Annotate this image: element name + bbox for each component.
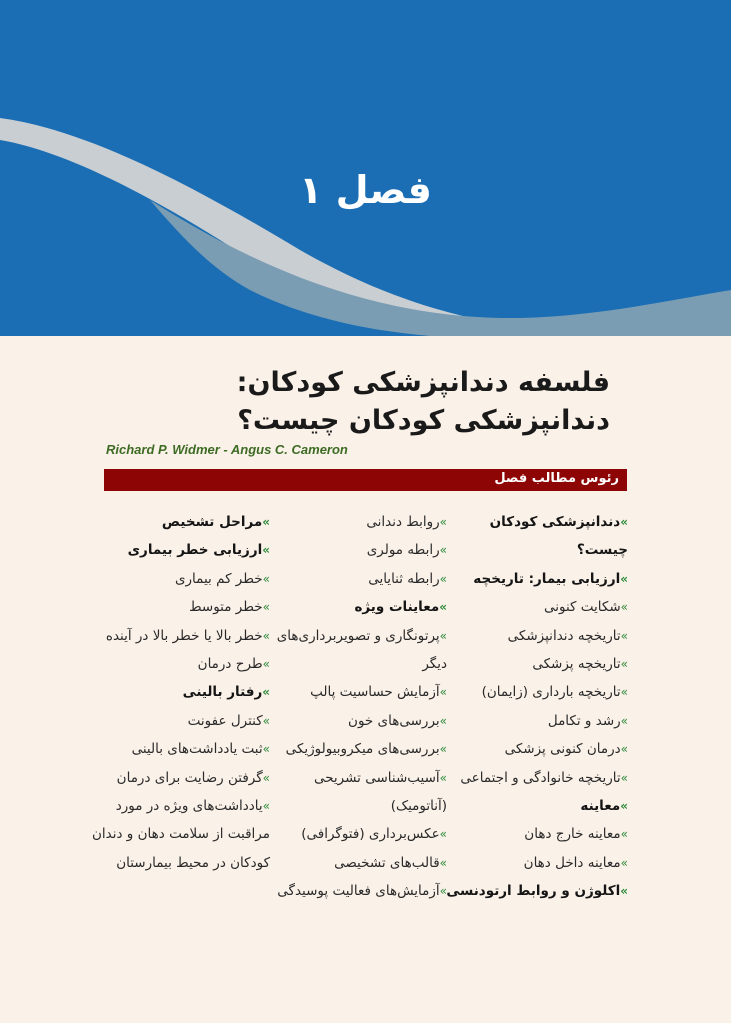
bullet-marker-icon: » <box>439 515 447 529</box>
outline-item-text: خطر بالا یا خطر بالا در آینده <box>105 627 263 644</box>
outline-item <box>90 707 270 735</box>
outline-item-text: کنترل عفونت <box>187 712 263 729</box>
bullet-marker-icon: » <box>439 600 447 615</box>
bullet-marker-icon: » <box>620 515 628 529</box>
outline-item-text: چیست؟ <box>576 542 628 559</box>
outline-item <box>90 536 270 564</box>
outline-item-text: اکلوژن و روابط ارتودنسی <box>446 883 621 900</box>
bullet-marker-icon: » <box>620 827 628 842</box>
outline-column-2 <box>277 508 447 905</box>
outline-item <box>90 650 270 678</box>
outline-item <box>458 565 628 593</box>
bullet-marker-icon: » <box>620 884 628 899</box>
outline-item <box>90 735 270 763</box>
outline-item <box>277 820 447 848</box>
bullet-marker-icon: » <box>439 628 447 643</box>
outline-item <box>90 622 270 650</box>
section-heading: رئوس مطالب فصل <box>494 471 619 486</box>
outline-item-text: تاریخچه بارداری (زایمان) <box>481 684 621 701</box>
outline-item-text: طرح درمان <box>197 655 263 672</box>
outline-item-text: (آناتومیک) <box>390 797 447 814</box>
outline-item-text: معاینه داخل دهان <box>523 854 621 871</box>
bullet-marker-icon: » <box>262 571 270 586</box>
outline-item-text: بررسی‌های خون <box>348 712 440 729</box>
bullet-marker-icon: » <box>620 742 628 757</box>
outline-item-text: آزمایش‌های فعالیت پوسیدگی <box>277 883 440 900</box>
outline-item <box>458 820 628 848</box>
outline-item-text: آسیب‌شناسی تشریحی <box>313 769 440 786</box>
outline-item-text: یادداشت‌های ویژه در مورد <box>115 797 263 814</box>
outline-item <box>277 678 447 706</box>
outline-item-text: آزمایش حساسیت پالپ <box>310 684 440 701</box>
outline-item-text: دیگر <box>422 655 447 672</box>
outline-item-text: ثبت یادداشت‌های بالینی <box>131 741 263 758</box>
bullet-marker-icon: » <box>620 571 628 586</box>
bullet-marker-icon: » <box>262 713 270 728</box>
outline-item-text: ارزیابی بیمار: تاریخچه <box>473 570 621 587</box>
bullet-marker-icon: » <box>262 685 270 700</box>
outline-item-text: گرفتن رضایت برای درمان <box>116 769 263 786</box>
outline-item <box>458 536 628 564</box>
outline-item-text: مراقبت از سلامت دهان و دندان <box>92 826 270 843</box>
section-heading-bar <box>104 469 627 491</box>
bullet-marker-icon: » <box>439 713 447 728</box>
outline-item <box>90 593 270 621</box>
outline-item-text: روابط دندانی <box>366 514 440 530</box>
outline-item-text: رشد و تکامل <box>547 712 621 729</box>
outline-item <box>90 565 270 593</box>
outline-item <box>277 735 447 763</box>
outline-item-text: شکایت کنونی <box>543 599 621 616</box>
outline-item <box>458 735 628 763</box>
bullet-marker-icon: » <box>262 742 270 757</box>
bullet-marker-icon: » <box>439 543 447 558</box>
outline-item <box>458 650 628 678</box>
bullet-marker-icon: » <box>620 600 628 615</box>
outline-item <box>277 764 447 792</box>
outline-item-text: معاینه <box>580 797 621 814</box>
bullet-marker-icon: » <box>439 770 447 785</box>
outline-item-text: معاینه خارج دهان <box>524 826 621 843</box>
bullet-marker-icon: » <box>620 656 628 671</box>
outline-item <box>277 565 447 593</box>
outline-item <box>458 707 628 735</box>
bullet-marker-icon: » <box>439 571 447 586</box>
outline-item <box>277 622 447 650</box>
bullet-marker-icon: » <box>620 685 628 700</box>
outline-item-text: درمان کنونی پزشکی <box>504 741 621 758</box>
outline-item <box>90 849 270 877</box>
outline-item-text: پرتونگاری و تصویربرداری‌های <box>276 627 440 644</box>
outline-item <box>277 536 447 564</box>
outline-item <box>458 622 628 650</box>
outline-item-text: تاریخچه خانوادگی و اجتماعی <box>460 769 621 786</box>
outline-item <box>446 877 628 905</box>
outline-item-text: رابطه ثنایایی <box>368 570 440 587</box>
outline-item-text: تاریخچه دندانپزشکی <box>507 627 621 644</box>
outline-item <box>90 820 270 848</box>
outline-item <box>277 877 447 905</box>
bullet-marker-icon: » <box>262 600 270 615</box>
outline-item <box>90 508 270 536</box>
outline-item-text: مراحل تشخیص <box>161 514 263 530</box>
authors: Richard P. Widmer - Angus C. Cameron <box>106 442 348 457</box>
outline-item-text: عکس‌برداری (فتوگرافی) <box>301 826 440 843</box>
bullet-marker-icon: » <box>262 798 270 813</box>
outline-item <box>277 650 447 678</box>
bullet-marker-icon: » <box>439 855 447 870</box>
outline-item-text: بررسی‌های میکروبیولوژیکی <box>285 741 440 758</box>
bullet-marker-icon: » <box>262 770 270 785</box>
outline-item <box>458 849 628 877</box>
outline-item <box>90 678 270 706</box>
bullet-marker-icon: » <box>620 713 628 728</box>
bullet-marker-icon: » <box>439 742 447 757</box>
bullet-marker-icon: » <box>262 543 270 558</box>
content-area <box>0 336 731 1023</box>
outline-item-text: قالب‌های تشخیصی <box>334 854 440 871</box>
bullet-marker-icon: » <box>620 770 628 785</box>
outline-item-text: تاریخچه پزشکی <box>532 655 621 672</box>
bullet-marker-icon: » <box>439 827 447 842</box>
outline-item-text: خطر کم بیماری <box>174 570 263 587</box>
outline-item <box>277 707 447 735</box>
outline-item <box>90 792 270 820</box>
outline-item-text: رفتار بالینی <box>182 684 263 701</box>
bullet-marker-icon: » <box>620 628 628 643</box>
outline-item-text: دندانپزشکی کودکان <box>489 514 621 530</box>
outline-item <box>277 792 447 820</box>
outline-item-text: کودکان در محیط بیمارستان <box>116 854 270 871</box>
page-title: فلسفه دندانپزشکی کودکان: دندانپزشکی کودکان چیست؟ <box>236 367 610 436</box>
outline-item <box>90 764 270 792</box>
outline-item <box>458 678 628 706</box>
outline-item-text: معاینات ویژه <box>354 599 440 616</box>
outline-item <box>458 764 628 792</box>
bullet-marker-icon: » <box>262 515 270 529</box>
outline-item-text: خطر متوسط <box>189 599 263 616</box>
outline-item-text: ارزیابی خطر بیماری <box>127 542 263 559</box>
bullet-marker-icon: » <box>439 685 447 700</box>
chapter-label: فصل ۱ <box>299 168 432 212</box>
outline-column-3 <box>90 508 270 877</box>
outline-item-text: رابطه مولری <box>366 542 440 559</box>
outline-item <box>277 593 447 621</box>
bullet-marker-icon: » <box>620 855 628 870</box>
outline-item <box>458 792 628 820</box>
outline-item <box>458 593 628 621</box>
outline-item <box>277 508 447 536</box>
outline-item <box>277 849 447 877</box>
outline-item <box>458 508 628 536</box>
bullet-marker-icon: » <box>262 656 270 671</box>
bullet-marker-icon: » <box>620 798 628 813</box>
bullet-marker-icon: » <box>439 884 447 899</box>
outline-column-1 <box>446 508 628 905</box>
bullet-marker-icon: » <box>262 628 270 643</box>
chapter-banner <box>0 0 731 336</box>
